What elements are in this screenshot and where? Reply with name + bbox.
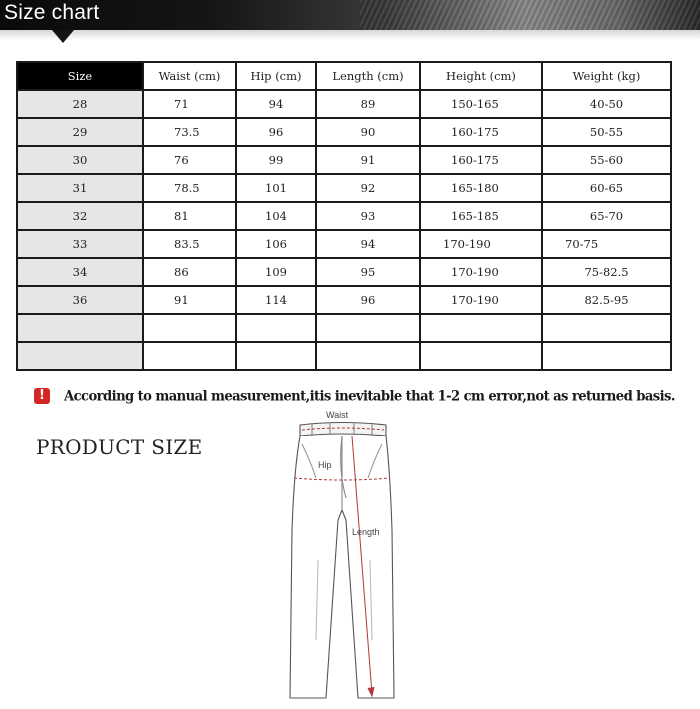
table-cell xyxy=(542,342,671,370)
banner-title: Size chart xyxy=(4,1,100,24)
size-table xyxy=(16,61,672,371)
table-cell xyxy=(542,314,671,342)
table-cell: 91 xyxy=(143,286,236,314)
table-cell: 150-165 xyxy=(420,90,542,118)
table-cell: 83.5 xyxy=(143,230,236,258)
table-cell: 170-190 xyxy=(420,230,542,258)
hip-label: Hip xyxy=(318,460,332,470)
table-cell: 96 xyxy=(316,286,420,314)
table-cell: 90 xyxy=(316,118,420,146)
table-cell: 71 xyxy=(143,90,236,118)
table-cell: 50-55 xyxy=(542,118,671,146)
table-cell: 73.5 xyxy=(143,118,236,146)
table-cell: 160-175 xyxy=(420,118,542,146)
table-cell: 91 xyxy=(316,146,420,174)
table-cell: 75-82.5 xyxy=(542,258,671,286)
table-row xyxy=(17,202,671,230)
table-row xyxy=(17,146,671,174)
table-cell: 36 xyxy=(17,286,143,314)
table-cell xyxy=(316,314,420,342)
length-label: Length xyxy=(352,527,380,537)
table-cell: 93 xyxy=(316,202,420,230)
table-cell xyxy=(143,342,236,370)
table-row xyxy=(17,286,671,314)
table-cell xyxy=(236,314,316,342)
banner-underline xyxy=(0,30,700,40)
table-cell: 82.5-95 xyxy=(542,286,671,314)
table-cell: 170-190 xyxy=(420,258,542,286)
measurement-note xyxy=(34,386,675,406)
table-header-row xyxy=(17,62,671,90)
table-cell: 109 xyxy=(236,258,316,286)
exclamation-icon: ! xyxy=(34,388,50,404)
column-header: Length (cm) xyxy=(316,62,420,90)
banner-pointer xyxy=(52,30,74,43)
table-cell: 165-180 xyxy=(420,174,542,202)
table-cell: 76 xyxy=(143,146,236,174)
table-cell: 101 xyxy=(236,174,316,202)
table-cell xyxy=(316,342,420,370)
table-row xyxy=(17,174,671,202)
table-cell: 160-175 xyxy=(420,146,542,174)
table-cell: 95 xyxy=(316,258,420,286)
table-cell: 40-50 xyxy=(542,90,671,118)
table-cell: 106 xyxy=(236,230,316,258)
table-cell: 55-60 xyxy=(542,146,671,174)
table-cell: 34 xyxy=(17,258,143,286)
table-cell: 31 xyxy=(17,174,143,202)
size-chart-banner xyxy=(0,0,700,30)
table-cell: 170-190 xyxy=(420,286,542,314)
product-size-title: PRODUCT SIZE xyxy=(36,435,203,459)
column-header: Hip (cm) xyxy=(236,62,316,90)
table-cell: 33 xyxy=(17,230,143,258)
table-cell: 81 xyxy=(143,202,236,230)
table-row xyxy=(17,314,671,342)
table-row xyxy=(17,342,671,370)
table-cell: 30 xyxy=(17,146,143,174)
column-header: Size xyxy=(17,62,143,90)
table-cell xyxy=(143,314,236,342)
table-cell: 28 xyxy=(17,90,143,118)
table-cell: 114 xyxy=(236,286,316,314)
table-cell: 29 xyxy=(17,118,143,146)
column-header: Height (cm) xyxy=(420,62,542,90)
table-cell: 60-65 xyxy=(542,174,671,202)
table-cell: 96 xyxy=(236,118,316,146)
table-cell xyxy=(420,314,542,342)
table-cell: 65-70 xyxy=(542,202,671,230)
pants-diagram xyxy=(282,410,402,705)
table-cell: 70-75 xyxy=(542,230,671,258)
waist-label: Waist xyxy=(326,410,349,420)
table-cell xyxy=(17,342,143,370)
table-cell: 32 xyxy=(17,202,143,230)
table-row xyxy=(17,258,671,286)
banner-texture xyxy=(360,0,700,30)
table-cell: 94 xyxy=(236,90,316,118)
column-header: Weight (kg) xyxy=(542,62,671,90)
table-cell: 165-185 xyxy=(420,202,542,230)
table-row xyxy=(17,118,671,146)
table-cell: 92 xyxy=(316,174,420,202)
table-cell: 89 xyxy=(316,90,420,118)
table-cell: 78.5 xyxy=(143,174,236,202)
table-cell: 86 xyxy=(143,258,236,286)
table-row xyxy=(17,90,671,118)
table-cell: 99 xyxy=(236,146,316,174)
table-cell xyxy=(420,342,542,370)
column-header: Waist (cm) xyxy=(143,62,236,90)
table-cell xyxy=(236,342,316,370)
note-text: According to manual measurement,itis inevitable that 1-2 cm error,not as returned basis. xyxy=(64,387,675,405)
table-cell: 94 xyxy=(316,230,420,258)
table-cell xyxy=(17,314,143,342)
table-cell: 104 xyxy=(236,202,316,230)
table-row xyxy=(17,230,671,258)
